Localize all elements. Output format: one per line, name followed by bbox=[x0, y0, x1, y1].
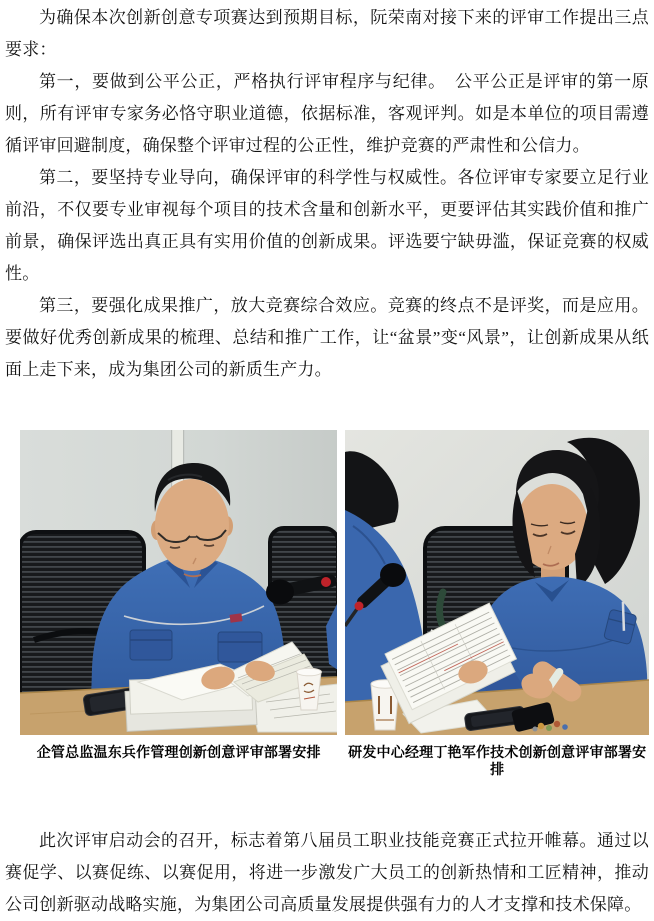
photo-ding-yanjun bbox=[345, 430, 649, 735]
paper-cup bbox=[297, 668, 322, 710]
para-point-3: 第三，要强化成果推广，放大竞赛综合效应。竞赛的终点不是评奖，而是应用。要做好优秀创新成果的梳理、总结和推广工作，让“盆景”变“风景”，让创新成果从纸面上走下来，成为集团公司的新质生产力。 bbox=[5, 296, 649, 379]
photo-caption-left: 企管总监温东兵作管理创新创意评审部署安排 bbox=[36, 744, 321, 760]
para-point-1: 第一，要做到公平公正，严格执行评审程序与纪律。 公平公正是评审的第一原则，所有评审专家务必恪守职业道德，依据标准，客观评判。如是本单位的项目需遵循评审回避制度，确保整个评审过程的公正性，维护竞赛的严肃性和公信力。 bbox=[5, 72, 649, 155]
caption-row bbox=[20, 744, 649, 778]
photo-wen-dongbing bbox=[20, 430, 337, 735]
para-intro: 为确保本次创新创意专项赛达到预期目标，阮荣南对接下来的评审工作提出三点要求： bbox=[5, 8, 649, 59]
photo-caption-right: 研发中心经理丁艳军作技术创新创意评审部署安排 bbox=[348, 744, 647, 777]
para-point-2: 第二，要坚持专业导向，确保评审的科学性与权威性。各位评审专家要立足行业前沿，不仅要专业审视每个项目的技术含量和创新水平，更要评估其实践价值和推广前景，确保评选出真正具有实用价值的创新成果。评选要宁缺毋滥，保证竞赛的权威性。 bbox=[5, 168, 649, 283]
photo-wen-dongbing-image bbox=[20, 430, 337, 735]
photo-ding-yanjun-image bbox=[345, 430, 649, 735]
photo-row bbox=[20, 430, 649, 735]
para-closing: 此次评审启动会的召开，标志着第八届员工职业技能竞赛正式拉开帷幕。通过以赛促学、以赛促练、以赛促用，将进一步激发广大员工的创新热情和工匠精神，推动公司创新驱动战略实施，为集团公司高质量发展提供强有力的人才支撑和技术保障。 bbox=[5, 831, 649, 914]
